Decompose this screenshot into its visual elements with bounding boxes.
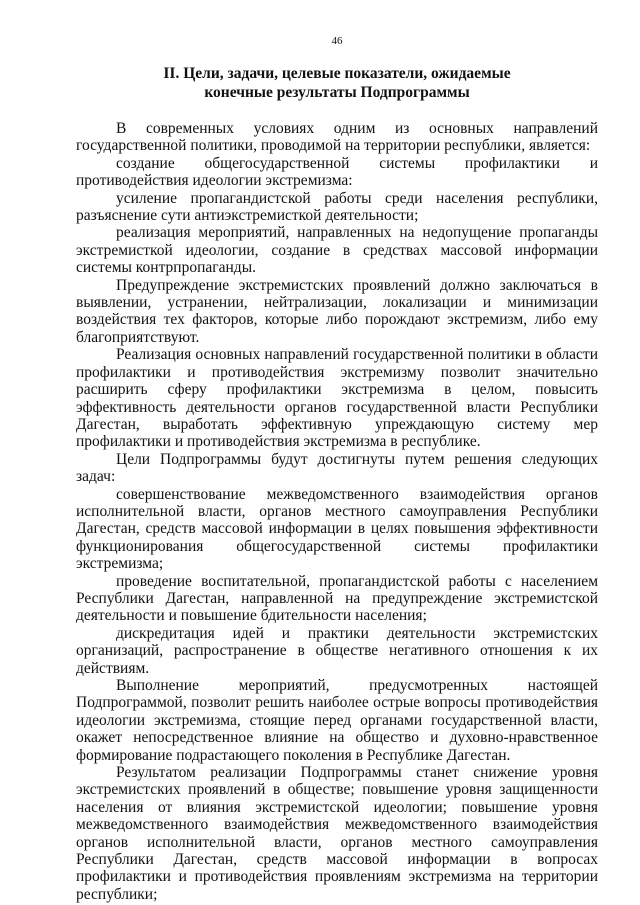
page-number: 46: [331, 35, 343, 47]
paragraph-item: реализация мероприятий, направленных на недопущение пропаганды экстремисткой идеологии, создание в средствах массовой информации системы контрпропаганды.: [76, 224, 598, 277]
paragraph-goals: Цели Подпрограммы будут достигнуты путем решения следующих задач:: [76, 450, 598, 486]
section-heading-line-2: конечные результаты Подпрограммы: [204, 84, 470, 101]
paragraph-item: усиление пропагандистской работы среди населения республики, разъяснение сути антиэкстремисткой деятельности;: [76, 189, 598, 225]
paragraph-task: дискредитация идей и практики деятельности экстремистских организаций, распространение в обществе негативного отношения к их действиям.: [76, 624, 598, 677]
paragraph-results: Результатом реализации Подпрограммы станет снижение уровня экстремистских проявлений в обществе; повышение уровня защищенности населения от влияния экстремистской идеологии; повышение уровня межведомственного взаимодействия межведомственного взаимодействия органов исполнительной власти, органов местного самоуправления Республики Дагестан, средств массовой информации в вопросах профилактики и противодействия проявлениям экстремизма на территории республики;: [76, 764, 598, 903]
section-heading: [76, 64, 598, 102]
section-heading-line-1: II. Цели, задачи, целевые показатели, ожидаемые: [163, 65, 511, 82]
paragraph-item: создание общегосударственной системы профилактики и противодействия идеологии экстремизма:: [76, 154, 598, 190]
paragraph-outcomes: Выполнение мероприятий, предусмотренных настоящей Подпрограммой, позволит решить наиболее острые вопросы противодействия идеологии экстремизма, стоящие перед органами государственной власти, окажет непосредственное влияние на общество и духовно-нравственное формирование подрастающего поколения в Республике Дагестан.: [76, 677, 598, 764]
paragraph-implementation: Реализация основных направлений государственной политики в области профилактики и противодействия экстремизму позволит значительно расширить сферу профилактики экстремизма в целом, повысить эффективность деятельности органов государственной власти Республики Дагестан, выработать эффективную упреждающую систему мер профилактики и противодействия экстремизма в республике.: [76, 346, 598, 451]
paragraph-task: совершенствование межведомственного взаимодействия органов исполнительной власти, органов местного самоуправления Республики Дагестан, средств массовой информации в целях повышения эффективности функционирования общегосударственной системы профилактики экстремизма;: [76, 485, 598, 573]
paragraph-task: проведение воспитательной, пропагандистской работы с населением Республики Дагестан, направленной на предупреждение экстремистской деятельности и повышение бдительности населения;: [76, 572, 598, 625]
paragraph-prevention: Предупреждение экстремистских проявлений должно заключаться в выявлении, устранении, нейтрализации, локализации и минимизации воздействия тех факторов, которые либо порождают экстремизм, либо ему благоприятствуют.: [76, 276, 598, 346]
paragraph-intro: В современных условиях одним из основных направлений государственной политики, проводимой на территории республики, является:: [76, 120, 598, 155]
